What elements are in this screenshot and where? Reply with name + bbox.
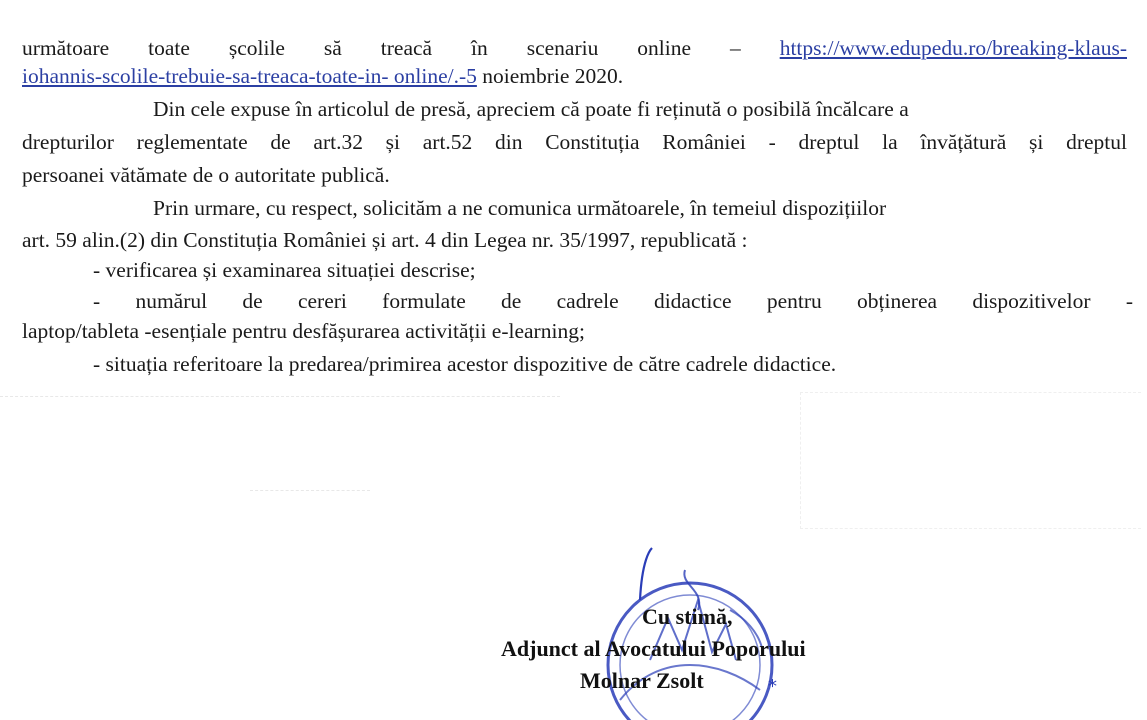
- scan-artifact-line: [250, 490, 370, 491]
- text-line-2-after: noiembrie 2020.: [476, 64, 624, 88]
- text-line-1-before: următoare toate școlile să treacă în scenariu online –: [22, 36, 780, 60]
- text-line-2: [22, 63, 623, 89]
- paragraph-2-line-1: Prin urmare, cu respect, solicităm a ne comunica următoarele, în temeiul dispozițiilor: [153, 196, 887, 220]
- text-line-1: [22, 35, 1127, 61]
- paragraph-1-line-1: Din cele expuse în articolul de presă, apreciem că poate fi reținută o posibilă încălcare a: [153, 97, 909, 121]
- svg-text:*: *: [768, 676, 777, 697]
- scan-artifact-box: [800, 392, 1141, 529]
- list-item-1: - verificarea și examinarea situației descrise;: [93, 258, 476, 282]
- paragraph-1-line-2: drepturilor reglementate de art.32 și art.52 din Constituția României - dreptul la învățătură și dreptul: [22, 130, 1127, 154]
- list-item-3: - situația referitoare la predarea/primirea acestor dispozitive de către cadrele didactice.: [93, 352, 837, 376]
- signatory-name: Molnar Zsolt: [580, 668, 704, 693]
- article-link-part-1[interactable]: https://www.edupedu.ro/breaking-klaus-: [779, 36, 1127, 60]
- paragraph-1-line-3: persoanei vătămate de o autoritate publică.: [22, 163, 390, 187]
- closing-salutation: Cu stimă,: [642, 604, 733, 629]
- signatory-title: Adjunct al Avocatului Poporului: [501, 636, 806, 661]
- list-item-2-line-2: laptop/tableta -esențiale pentru desfășurarea activității e-learning;: [22, 319, 585, 343]
- scan-artifact-line: [0, 396, 560, 397]
- paragraph-2-line-2: art. 59 alin.(2) din Constituția României și art. 4 din Legea nr. 35/1997, republicată :: [22, 228, 748, 252]
- list-item-2-line-1: - numărul de cereri formulate de cadrele didactice pentru obținerea dispozitivelor -: [93, 289, 1133, 313]
- article-link-part-2[interactable]: iohannis-scolile-trebuie-sa-treaca-toate-in- online/.-5: [22, 64, 477, 88]
